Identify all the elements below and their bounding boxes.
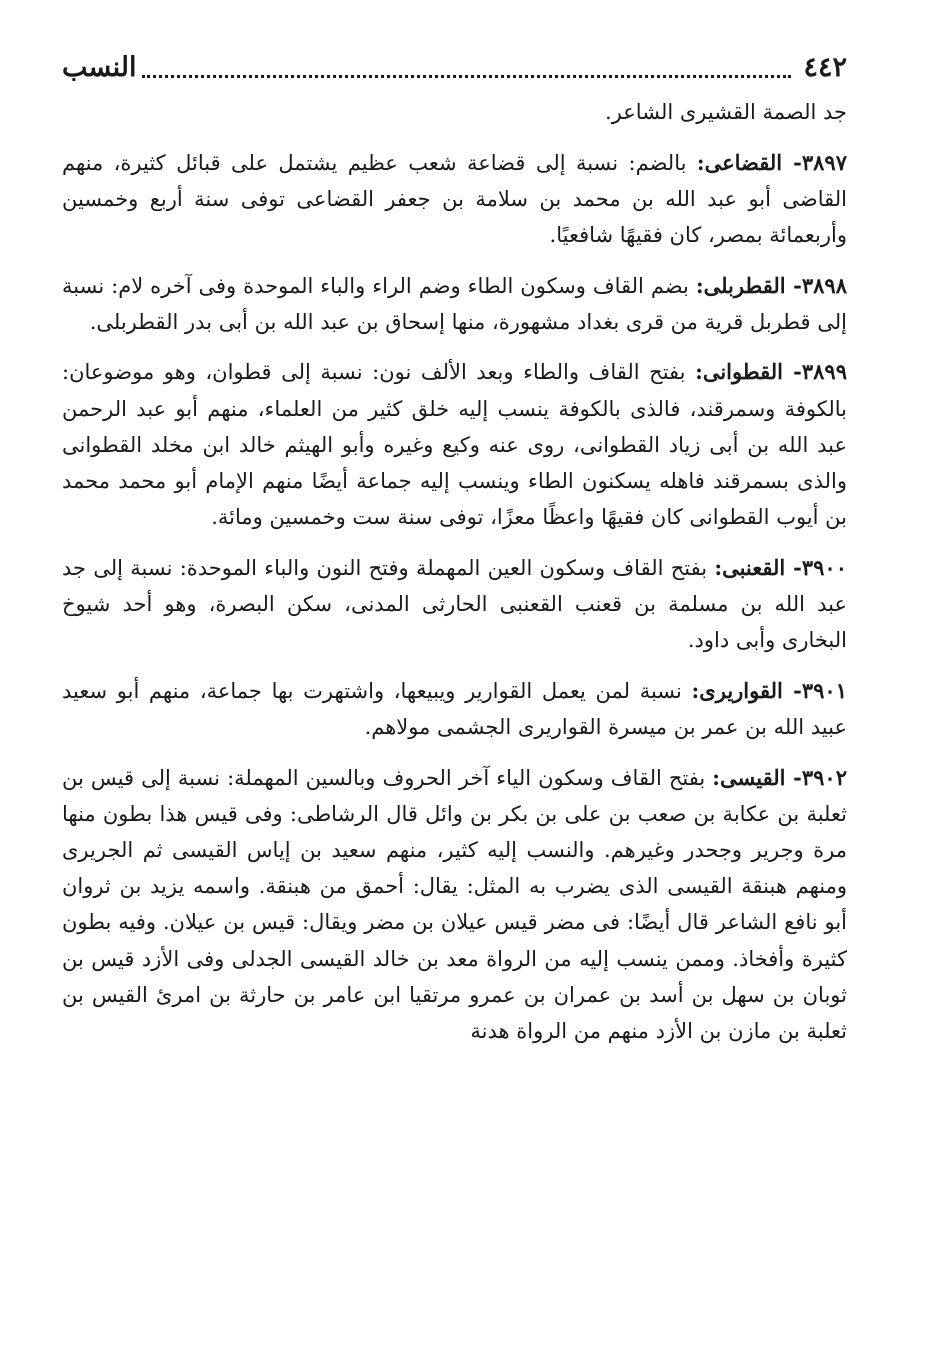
entry-heading: ٣٨٩٧- القضاعى: — [696, 149, 847, 175]
continuation-paragraph — [62, 94, 847, 130]
page-header — [62, 48, 847, 88]
entry-text: بالضم: نسبة إلى قضاعة شعب عظيم يشتمل على قبائل كثيرة، منهم القاضى أبو عبد الله بن محمد بن سلامة بن جعفر القضاعى توفى سنة أربع وخمسين وأربعمائة بمصر، كان فقيهًا شافعيًا. — [62, 150, 847, 247]
entry-text: بفتح القاف وسكون العين المهملة وفتح النون والباء الموحدة: نسبة إلى جد عبد الله بن مسلمة بن قعنب القعنبى الحارثى المدنى، سكن البصرة، وهو أحد شيوخ البخارى وأبى داود. — [62, 555, 847, 653]
entry-3898 — [62, 268, 847, 340]
page-body — [62, 94, 847, 1049]
entry-number: ٣٩٠١ — [801, 677, 847, 703]
entry-heading: ٣٩٠١- القواريرى: — [691, 677, 847, 703]
entry-number: ٣٩٠٢ — [801, 764, 847, 790]
entry-name: القواريرى: — [691, 677, 783, 703]
entry-heading: ٣٨٩٩- القطوانى: — [695, 359, 847, 385]
dotted-leader — [142, 75, 791, 78]
entry-heading: ٣٩٠٠- القعنبى: — [714, 554, 847, 580]
entry-name: القعنبى: — [714, 554, 786, 580]
entry-text: بفتح القاف وسكون الياء آخر الحروف وبالسين المهملة: نسبة إلى قيس بن ثعلبة بن عكابة بن صعب بن على بن بكر بن وائل قال الرشاطى: وفى قيس هذا بطون منها مرة وجرير وجحدر وغيرهم. والنسب إليه كثير، منهم سعيد بن إياس القيسى ثم الجريرى ومنهم هبنقة القيسى الذى يضرب به المثل: يقال: أحمق من هبنقة. واسمه يزيد بن ثروان أبو نافع الشاعر قال أيضًا: فى مضر قيس عيلان بن مضر ويقال: قيس بن عيلان. وفيه بطون كثيرة وأفخاذ. وممن ينسب إليه من الرواة معد بن خالد القيسى الجدلى وفى الأزد قيس بن ثوبان بن سهل بن أسد بن عمران بن عمرو مرتقيا ابن عامر بن حارثة بن امرئ القيس بن ثعلبة بن مازن بن الأزد منهم من الرواة هدنة — [62, 765, 847, 1044]
entry-number: ٣٨٩٧ — [801, 149, 847, 175]
entry-name: القطربلى: — [695, 272, 786, 298]
entry-3897 — [62, 145, 847, 254]
entry-text: بضم القاف وسكون الطاء وضم الراء والباء الموحدة وفى آخره لام: نسبة إلى قطربل قرية من قرى بغداد مشهورة، منها إسحاق بن عبد الله بن أبى بدر القطربلى. — [62, 273, 847, 334]
running-title: النسب — [62, 52, 137, 83]
entry-number: ٣٩٠٠ — [801, 554, 847, 580]
entry-text: نسبة لمن يعمل القوارير ويبيعها، واشتهرت بها جماعة، منهم أبو سعيد عبيد الله بن عمر بن ميسرة القواريرى الجشمى مولاهم. — [62, 678, 847, 739]
book-page — [62, 48, 847, 1064]
entry-heading: ٣٩٠٢- القيسى: — [712, 764, 847, 790]
entry-number: ٣٨٩٨ — [801, 272, 847, 298]
entry-text: بفتح القاف والطاء وبعد الألف نون: نسبة إلى قطوان، وهو موضوعان: بالكوفة وسمرقند، فالذى بالكوفة ينسب إليه خلق كثير من العلماء، منهم أبو عبد الرحمن عبد الله بن أبى زياد القطوانى، روى عنه وكيع وغيره وأبو الهيثم خالد ابن مخلد القطوانى والذى بسمرقند فاهله يسكنون الطاء وينسب إليه جماعة أيضًا منهم الإمام أبو محمد محمد بن أيوب القطوانى كان فقيهًا واعظًا معزًا، توفى سنة ست وخمسين ومائة. — [62, 360, 847, 530]
page-number: ٤٤٢ — [803, 52, 847, 83]
entry-3901 — [62, 673, 847, 745]
entry-name: القيسى: — [712, 764, 786, 790]
entry-3902 — [62, 760, 847, 1050]
entry-heading: ٣٨٩٨- القطربلى: — [695, 272, 847, 298]
entry-3899 — [62, 354, 847, 535]
entry-3900 — [62, 550, 847, 659]
continuation-text: جد الصمة القشيرى الشاعر. — [605, 100, 847, 124]
entry-name: القضاعى: — [696, 149, 783, 175]
entry-name: القطوانى: — [695, 359, 783, 385]
entry-number: ٣٨٩٩ — [801, 359, 847, 385]
